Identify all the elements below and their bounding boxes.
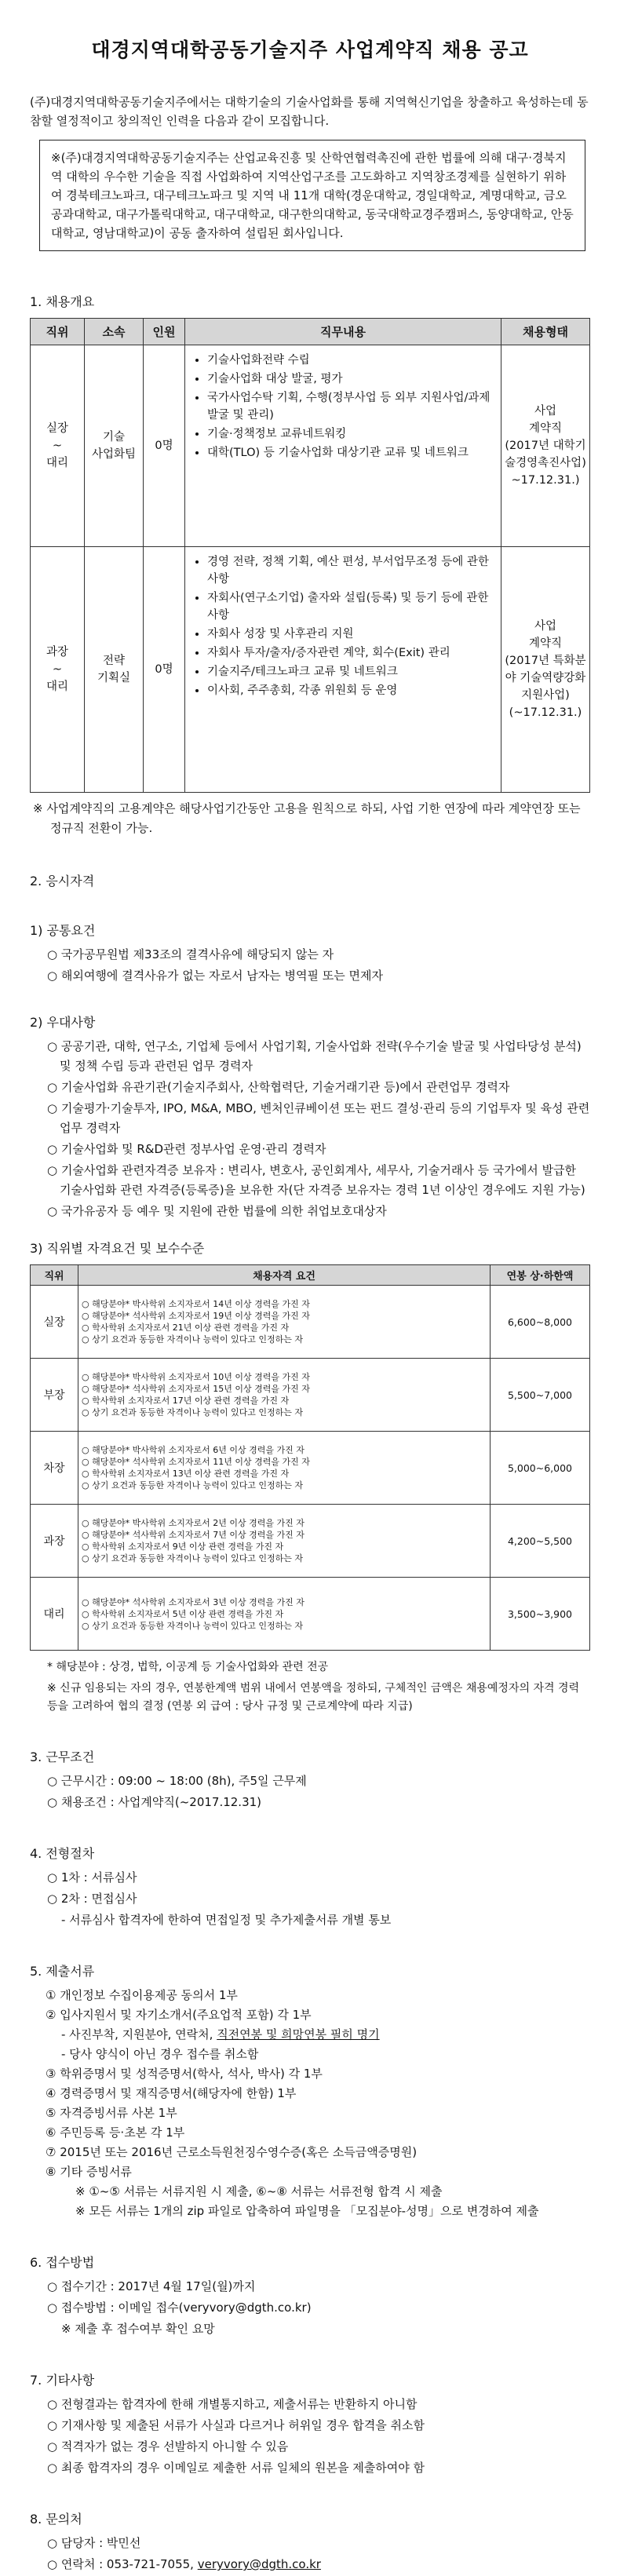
list-item: ○ 해외여행에 결격사유가 없는 자로서 남자는 병역필 또는 면제자 [47,969,383,983]
list-item: - 사진부착, 지원분야, 연락처, 직전연봉 및 희망연봉 필히 명기 [61,2027,380,2041]
subheading-common: 1) 공통요건 [30,923,96,938]
requirements-cell: ○ 해당분야* 석사학위 소지자로서 3년 이상 경력을 가진 자 ○ 학사학위 소지자로서 5년 이상 관련 경력을 가진 자 ○ 상기 요건과 동등한 자격이나 능력이 있다고 인정하는 자 [78,1578,491,1651]
list-item: ○ 국가공무원법 제33조의 결격사유에 해당되지 않는 자 [47,947,334,961]
preferred-list [44,1037,590,1221]
contact-list [44,2534,590,2574]
company-info-box: ※(주)대경지역대학공동기술지주는 산업교육진흥 및 산학연협력촉진에 관한 법률에 의해 대구·경북지역 대학의 우수한 기술을 직접 사업화하여 지역산업구조를 고도화하고 지역창조경제를 실현하기 위하여 경북테크노파크, 대구테크노파크 및 지역 내 11개 대학(경운대학교, 경일대학교, 계명대학교, 금오공과대학교, 대구가톨릭대학교, 대구대학교, 대구한의대학교, 동국대학교경주캠퍼스, 동양대학교, 안동대학교, 영남대학교)이 공동 출자하여 설립된 회사입니다. [39,140,585,251]
level-cell: 부장 [31,1359,78,1432]
table-row [31,1505,590,1578]
duty-cell [185,345,501,547]
requirements-cell: ○ 해당분야* 박사학위 소지자로서 14년 이상 경력을 가진 자 ○ 해당분야* 석사학위 소지자로서 19년 이상 경력을 가진 자 ○ 학사학위 소지자로서 21년 이상 관련 경력을 가진 자 ○ 상기 요건과 동등한 자격이나 능력이 있다고 인정하는 자 [78,1286,491,1359]
table-row [31,1432,590,1505]
page-title: 대경지역대학공동기술지주 사업계약직 채용 공고 [91,38,529,61]
email-link[interactable]: veryvory@dgth.co.kr [197,2557,321,2571]
list-item: ○ 1차 : 서류심사 [47,1870,137,1885]
documents-note: ※ 모든 서류는 1개의 zip 파일로 압축하여 파일명을 「모집분야-성명」으로 변경하여 제출 [75,2204,539,2218]
requirements-cell: ○ 해당분야* 박사학위 소지자로서 10년 이상 경력을 가진 자 ○ 해당분야* 석사학위 소지자로서 15년 이상 경력을 가진 자 ○ 학사학위 소지자로서 17년 이상 관련 경력을 가진 자 ○ 상기 요건과 동등한 자격이나 능력이 있다고 인정하는 자 [78,1359,491,1432]
salary-table [30,1264,590,1651]
table-header: 직무내용 [185,319,501,345]
table-header: 채용자격 요건 [78,1265,491,1286]
list-item: ○ 적격자가 없는 경우 선발하지 아니할 수 있음 [47,2439,289,2454]
contract-note: ※ 사업계약직의 고용계약은 해당사업기간동안 고용을 원칙으로 하되, 사업 기한 연장에 따라 계약연장 또는 정규직 전환이 가능. [33,801,581,835]
documents-note: ※ ①~⑤ 서류는 서류지원 시 제출, ⑥~⑧ 서류는 서류전형 합격 시 제출 [75,2184,443,2198]
contact-name: ○ 담당자 : 박민선 [47,2536,141,2550]
pay-cell: 4,200~5,500 [491,1505,590,1578]
list-item: ○ 공공기관, 대학, 연구소, 기업체 등에서 사업기획, 기술사업화 전략(우수기술 발굴 및 사업타당성 분석) 및 정책 수립 등과 관련된 업무 경력자 [47,1039,582,1073]
table-row [31,1286,590,1359]
list-item: - 당사 양식이 아닌 경우 접수를 취소함 [61,2047,259,2061]
list-item: ⑧ 기타 증빙서류 [46,2165,132,2179]
section-heading-process: 4. 전형절차 [30,1846,95,1861]
table-header: 인원 [144,319,185,345]
count-cell: 0명 [144,345,185,547]
requirements-cell: ○ 해당분야* 박사학위 소지자로서 6년 이상 경력을 가진 자 ○ 해당분야* 석사학위 소지자로서 11년 이상 경력을 가진 자 ○ 학사학위 소지자로서 13년 이상 관련 경력을 가진 자 ○ 상기 요건과 동등한 자격이나 능력이 있다고 인정하는 자 [78,1432,491,1505]
table-header: 소속 [85,319,144,345]
section-heading-other: 7. 기타사항 [30,2373,95,2388]
list-item: ○ 국가유공자 등 예우 및 지원에 관한 법률에 의한 취업보호대상자 [47,1204,387,1218]
duty-item: • 대학(TLO) 등 기술사업화 대상기관 교류 및 네트워크 [207,444,494,462]
list-item: ○ 최종 합격자의 경우 이메일로 제출한 서류 일체의 원본을 제출하여야 함 [47,2461,425,2475]
process-note: - 서류심사 합격자에 한하여 면접일정 및 추가제출서류 개별 통보 [61,1913,392,1927]
level-cell: 과장 [31,1505,78,1578]
process-list [44,1868,590,1909]
application-list [44,2277,590,2318]
table-header: 직위 [31,319,85,345]
conditions-list [44,1771,590,1812]
type-cell: 사업 계약직 (2017년 특화분야 기술역량강화 지원사업) (~17.12.31.) [501,547,590,793]
list-item: ⑤ 자격증빙서류 사본 1부 [46,2106,177,2120]
duty-item: • 자회사 성장 및 사후관리 지원 [207,626,494,643]
list-item: ⑥ 주민등록 등·초본 각 1부 [46,2125,185,2140]
duty-item: • 자회사 투자/출자/증자관련 계약, 회수(Exit) 관리 [207,644,494,662]
duty-item: • 기술사업화 대상 발굴, 평가 [207,370,494,388]
list-item: ⑦ 2015년 또는 2016년 근로소득원천징수영수증(혹은 소득금액증명원) [46,2145,418,2159]
list-item: ○ 기술사업화 유관기관(기술지주회사, 산학협력단, 기술거래기관 등)에서 관련업무 경력자 [47,1080,510,1094]
section-heading-recruitment: 1. 채용개요 [30,294,95,309]
pay-cell: 3,500~3,900 [491,1578,590,1651]
job-posting-document [30,0,590,2576]
section-heading-application: 6. 접수방법 [30,2255,95,2270]
underlined-text: 직전연봉 및 희망연봉 필히 명기 [217,2027,380,2041]
list-item: ○ 전형결과는 합격자에 한해 개별통지하고, 제출서류는 반환하지 아니함 [47,2397,418,2411]
position-cell: 과장 ~ 대리 [31,547,85,793]
dept-cell: 기술 사업화팀 [85,345,144,547]
level-cell: 대리 [31,1578,78,1651]
section-heading-qualifications: 2. 응시자격 [30,874,95,888]
list-item: ○ 근무시간 : 09:00 ~ 18:00 (8h), 주5일 근무제 [47,1774,307,1788]
list-item: ○ 기술사업화 및 R&D관련 정부사업 운영·관리 경력자 [47,1142,326,1156]
requirements-cell: ○ 해당분야* 박사학위 소지자로서 2년 이상 경력을 가진 자 ○ 해당분야* 석사학위 소지자로서 7년 이상 경력을 가진 자 ○ 학사학위 소지자로서 9년 이상 관련 경력을 가진 자 ○ 상기 요건과 동등한 자격이나 능력이 있다고 인정하는 자 [78,1505,491,1578]
intro-paragraph: (주)대경지역대학공동기술지주에서는 대학기술의 기술사업화를 통해 지역혁신기업을 창출하고 육성하는데 동참할 열정적이고 창의적인 인력을 다음과 같이 모집합니다. [30,95,589,128]
contact-info: ○ 연락처 : 053-721-7055, veryvory@dgth.co.kr [47,2557,321,2571]
table-row [31,345,590,547]
table-row [31,547,590,793]
duty-item: • 국가사업수탁 기획, 수행(정부사업 등 외부 지원사업/과제 발굴 및 관리) [207,389,494,424]
type-cell: 사업 계약직 (2017년 대학기술경영촉진사업) ~17.12.31.) [501,345,590,547]
subheading-salary: 3) 직위별 자격요건 및 보수수준 [30,1241,205,1256]
duty-item: • 기술지주/테크노파크 교류 및 네트워크 [207,663,494,680]
list-item: ○ 접수기간 : 2017년 4월 17일(월)까지 [47,2279,256,2293]
list-item: ○ 채용조건 : 사업계약직(~2017.12.31) [47,1795,262,1809]
table-row [31,1359,590,1432]
common-requirements-list [44,945,590,986]
duty-item: • 경영 전략, 정책 기획, 예산 편성, 부서업무조정 등에 관한 사항 [207,553,494,588]
list-item: ○ 접수방법 : 이메일 접수(veryvory@dgth.co.kr) [47,2301,312,2315]
table-row [31,1578,590,1651]
pay-cell: 6,600~8,000 [491,1286,590,1359]
duty-item: • 자회사(연구소기업) 출자와 설립(등록) 및 등기 등에 관한 사항 [207,589,494,624]
duty-cell [185,547,501,793]
list-item: ③ 학위증명서 및 성적증명서(학사, 석사, 박사) 각 1부 [46,2067,323,2081]
list-item: ○ 기재사항 및 제출된 서류가 사실과 다르거나 허위일 경우 합격을 취소함 [47,2418,425,2432]
duty-item: • 이사회, 주주총회, 각종 위원회 등 운영 [207,682,494,699]
table-header: 채용형태 [501,319,590,345]
documents-list [30,1986,590,2221]
list-item: ④ 경력증명서 및 재직증명서(해당자에 한함) 1부 [46,2086,297,2100]
list-item: ○ 기술사업화 관련자격증 보유자 : 변리사, 변호사, 공인회계사, 세무사, 기술거래사 등 국가에서 발급한 기술사업화 관련 자격증(등록증)을 보유한 자(단 자격증 보유자는 경력 1년 이상인 경우에도 지원 가능) [47,1163,585,1197]
level-cell: 차장 [31,1432,78,1505]
section-heading-conditions: 3. 근무조건 [30,1750,95,1764]
duty-item: • 기술·정책정보 교류네트워킹 [207,425,494,443]
pay-cell: 5,000~6,000 [491,1432,590,1505]
application-note: ※ 제출 후 접수여부 확인 요망 [61,2322,215,2336]
list-item: ① 개인정보 수집이용제공 동의서 1부 [46,1988,238,2002]
recruitment-table [30,318,590,793]
position-cell: 실장 ~ 대리 [31,345,85,547]
table-header: 직위 [31,1265,78,1286]
subheading-preferred: 2) 우대사항 [30,1015,96,1030]
field-note: * 해당분야 : 상경, 법학, 이공계 등 기술사업화와 관련 전공 [47,1661,329,1673]
salary-note: ※ 신규 임용되는 자의 경우, 연봉한계액 범위 내에서 연봉액을 정하되, 구체적인 금액은 채용예정자의 자격 경력 등을 고려하여 협의 결정 (연봉 외 급여 : 당사 규정 및 근로계약에 따라 지급) [47,1682,579,1713]
table-header: 연봉 상·하한액 [491,1265,590,1286]
duty-item: • 기술사업화전략 수립 [207,352,494,369]
pay-cell: 5,500~7,000 [491,1359,590,1432]
list-item: ② 입사지원서 및 자기소개서(주요업적 포함) 각 1부 [46,2008,312,2022]
list-item: ○ 기술평가·기술투자, IPO, M&A, MBO, 벤처인큐베이션 또는 펀드 결성·관리 등의 기업투자 및 육성 관련 업무 경력자 [47,1101,590,1135]
section-heading-documents: 5. 제출서류 [30,1964,95,1979]
section-heading-contact: 8. 문의처 [30,2512,82,2527]
list-item: ○ 2차 : 면접심사 [47,1892,137,1906]
other-list [44,2395,590,2478]
count-cell: 0명 [144,547,185,793]
dept-cell: 전략 기획실 [85,547,144,793]
level-cell: 실장 [31,1286,78,1359]
